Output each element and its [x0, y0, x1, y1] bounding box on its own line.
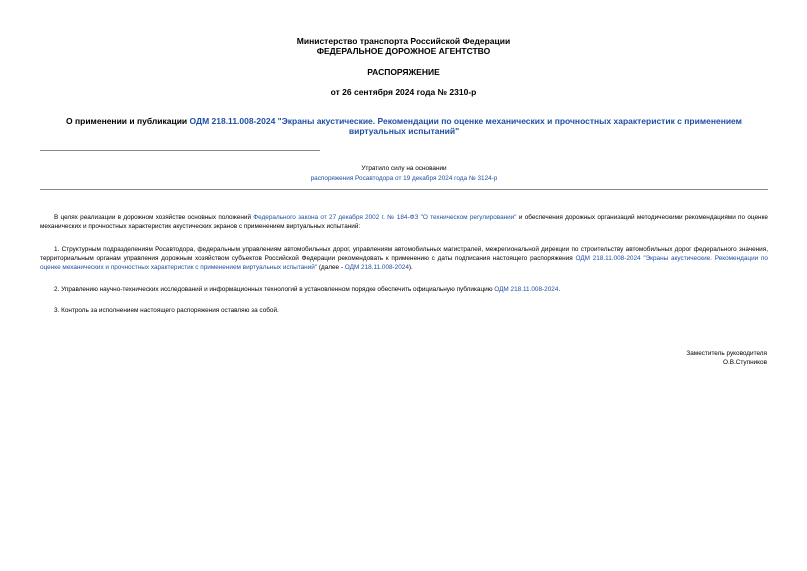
- p2-link-odm-full[interactable]: ОДМ 218.11.008-2024 "Экраны акустические. Рекомендации по оценке механических и прочностных характеристик с применением виртуальных испытаний": [40, 255, 768, 272]
- document-date-number: от 26 сентября 2024 года № 2310-р: [330, 87, 477, 97]
- p1-link-federal-law[interactable]: Федерального закона от 27 декабря 2002 г. № 184-ФЗ "О техническом регулировании": [253, 214, 517, 221]
- p1-text-a: В целях реализации в дорожном хозяйстве основных положений: [54, 214, 254, 221]
- p2-text-b: (далее -: [317, 264, 345, 272]
- paragraph-preamble: [40, 213, 768, 231]
- p2-text-a: 1. Структурным подразделениям Росавтодора, федеральным управлениям автомобильных дорог, управлениям автомобильных магистралей, межрегиональной дирекции по строительству автомобильных дорог федерального значения, территориальным органам управления дорожным хозяйством субъектов Российской Федерации рекомендовать к применению с даты подписания настоящего распоряжения: [40, 246, 768, 263]
- signature-position: Заместитель руководителя: [686, 350, 767, 357]
- paragraph-item-3: 3. Контроль за исполнением настоящего распоряжения оставляю за собой.: [54, 307, 279, 314]
- p2-link-odm-short[interactable]: ОДМ 218.11.008-2024: [344, 264, 409, 272]
- document-title: [40, 116, 768, 136]
- divider-short: [40, 150, 320, 151]
- p2-text-c: ).: [408, 264, 413, 272]
- title-link-odm[interactable]: ОДМ 218.11.008-2024 "Экраны акустические. Рекомендации по оценке механических и прочностных характеристик с применением виртуальных испытаний": [189, 116, 742, 136]
- p3-text-a: 2. Управлению научно-технических исследований и информационных технологий в установленном порядке обеспечить официальную публикацию: [54, 286, 495, 293]
- p3-link-odm[interactable]: ОДМ 218.11.008-2024: [494, 286, 559, 293]
- paragraph-item-1: [40, 245, 768, 273]
- divider-long: [40, 189, 768, 190]
- p1-text-b: и обеспечения дорожных организаций методическими рекомендациями по оценке механических и прочностных характеристик акустических экранов с применением виртуальных испытаний:: [40, 214, 768, 231]
- document-type: РАСПОРЯЖЕНИЕ: [367, 67, 440, 77]
- p3-text-b: .: [558, 286, 561, 293]
- ministry-name: Министерство транспорта Российской Федерации: [296, 36, 511, 46]
- status-note-link-wrap: [40, 174, 768, 183]
- title-prefix: О применении и публикации: [66, 116, 190, 126]
- paragraph-item-2: [40, 285, 768, 294]
- signature-name: О.В.Ступников: [723, 359, 767, 366]
- status-link-repeal[interactable]: распоряжения Росавтодора от 19 декабря 2024 года № 3124-р: [310, 175, 498, 182]
- status-note-line1: Утратило силу на основании: [361, 165, 447, 172]
- agency-name: ФЕДЕРАЛЬНОЕ ДОРОЖНОЕ АГЕНТСТВО: [316, 46, 491, 56]
